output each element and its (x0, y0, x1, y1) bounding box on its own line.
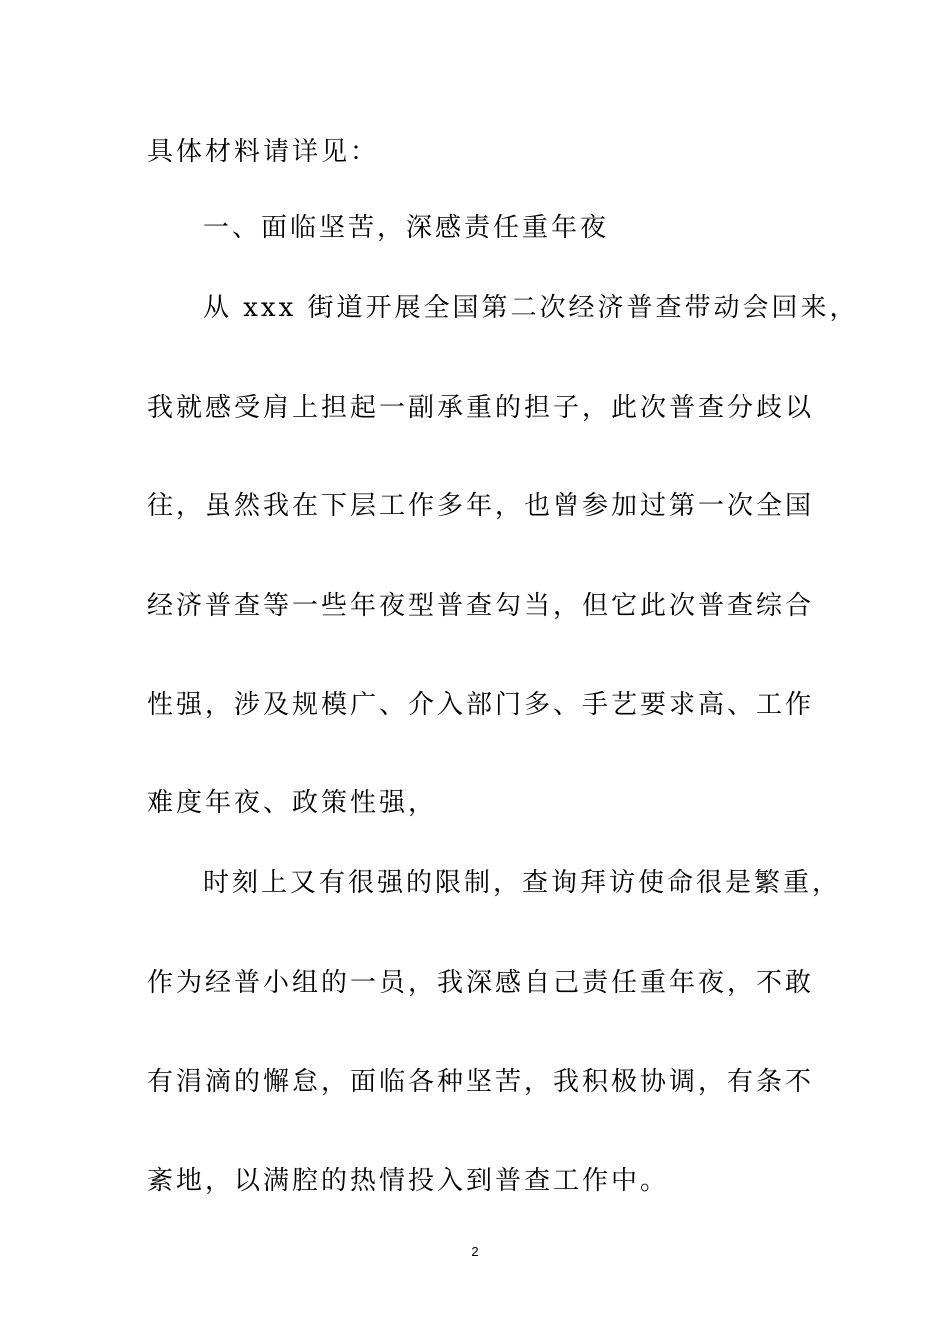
page-number: 2 (471, 1244, 479, 1259)
paragraph-line: 紊地，以满腔的热情投入到普查工作中。 (147, 1166, 670, 1196)
paragraph-line: 难度年夜、政策性强， (147, 788, 438, 818)
paragraph-line: 我就感受肩上担起一副承重的担子，此次普查分歧以 (147, 393, 815, 423)
paragraph-line: 从 xxx 街道开展全国第二次经济普查带动会回来， (203, 293, 859, 323)
paragraph-line: 性强，涉及规模广、介入部门多、手艺要求高、工作 (147, 690, 815, 720)
section-heading: 一、面临坚苦，深感责任重年夜 (203, 213, 610, 243)
paragraph-line: 往，虽然我在下层工作多年，也曾参加过第一次全国 (147, 491, 815, 521)
paragraph-line: 作为经普小组的一员，我深感自己责任重年夜，不敢 (147, 968, 815, 998)
paragraph-line: 经济普查等一些年夜型普查勾当，但它此次普查综合 (147, 591, 815, 621)
paragraph-line: 有涓滴的懈怠，面临各种坚苦，我积极协调，有条不 (147, 1067, 815, 1097)
paragraph-line: 时刻上又有很强的限制，查询拜访使命很是繁重， (203, 868, 842, 898)
text-line-intro: 具体材料请详见： (147, 137, 380, 167)
